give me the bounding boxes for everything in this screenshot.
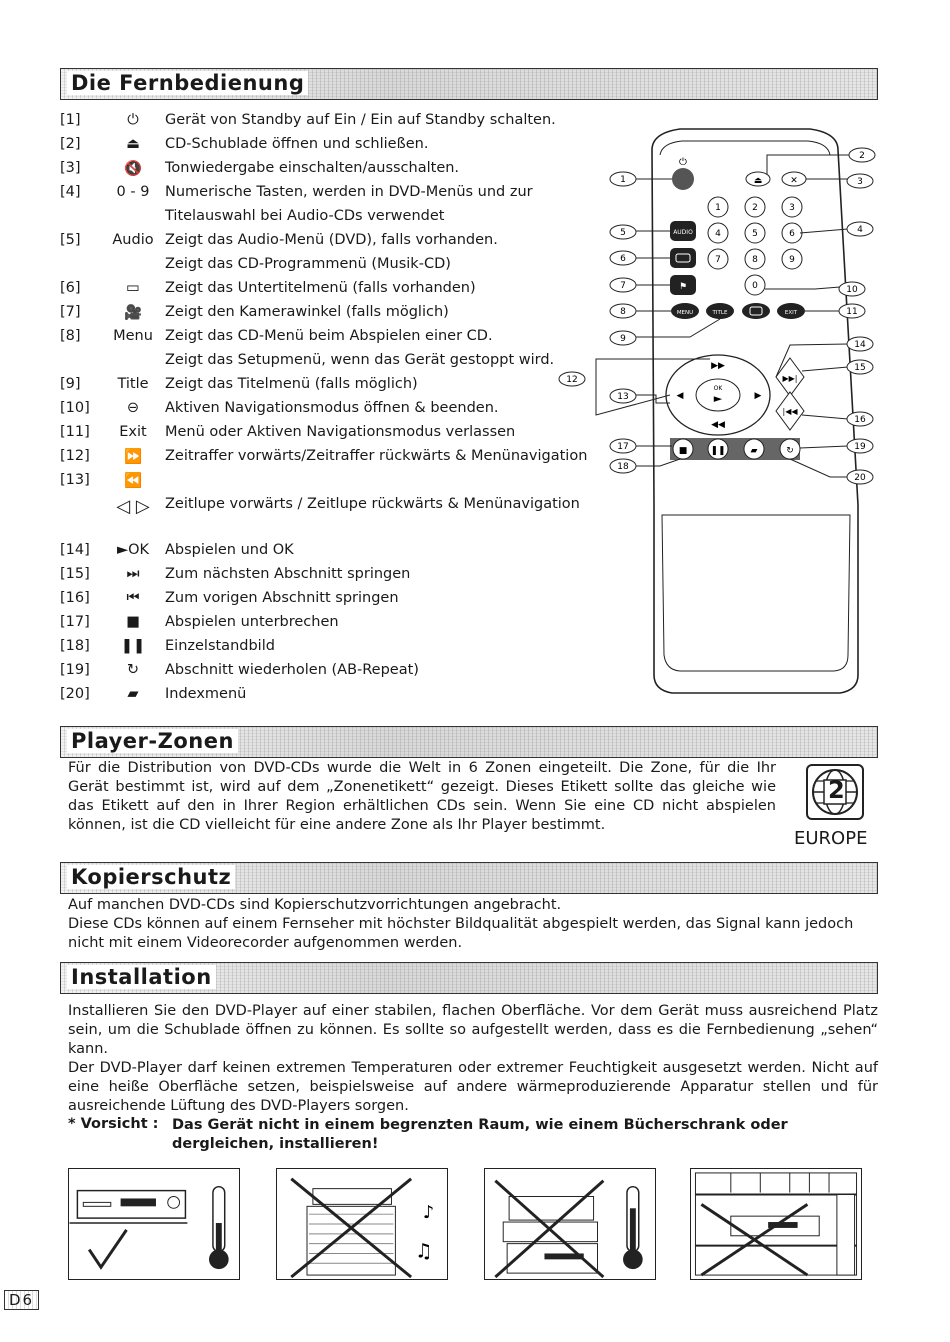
item-description: Indexmenü: [165, 686, 247, 702]
item-description: Zeitraffer vorwärts/Zeitraffer rückwärts & Menünavigation: [165, 448, 588, 464]
warning-label: * Vorsicht :: [68, 1116, 159, 1132]
copy-line-2: Diese CDs können auf einem Fernseher mit höchster Bildqualität abgespielt werden, das Signal kann jedoch nicht mit einem Videorecorder aufgenommen werden.: [68, 916, 854, 951]
install-paragraph-2: Der DVD-Player darf keinen extremen Temperaturen oder extremer Feuchtigkeit ausgesetzt werden. Nicht auf eine heiße Oberfläche setzen, beispielsweise auf andere wärmeproduzierende Apparatur stellen und für ausreichende Lüftung des DVD-Players sorgen.: [68, 1060, 878, 1114]
item-description: Einzelstandbild: [165, 638, 275, 654]
item-number: [6]: [60, 280, 81, 296]
callout-number: 13: [617, 392, 629, 402]
slow-motion-icon: ◁ ▷: [116, 496, 150, 517]
section-title: Player-Zonen: [67, 729, 238, 753]
section-header-install: [60, 962, 878, 994]
repeat-icon: ↻: [126, 662, 140, 678]
item-number: [9]: [60, 376, 81, 392]
callout-number: 4: [857, 225, 863, 235]
next-chapter-icon: ⏭: [126, 566, 140, 582]
item-description: Menü oder Aktiven Navigationsmodus verlassen: [165, 424, 516, 440]
install-paragraph-1: Installieren Sie den DVD-Player auf einer stabilen, flachen Oberfläche. Vor dem Gerät muss ausreichend Platz sein, um die Schublade öffnen zu können. Es sollte so aufgestellt werden, dass es die Fernbedienung „sehen“ kann.: [68, 1003, 878, 1057]
item-description: Numerische Tasten, werden in DVD-Menüs und zur: [165, 184, 533, 200]
svg-text:■: ■: [678, 446, 688, 456]
svg-text:❚❚: ❚❚: [710, 446, 726, 456]
zones-paragraph: Für die Distribution von DVD-CDs wurde die Welt in 6 Zonen eingeteilt. Die Zone, für die Ihr Gerät bestimmt ist, wird auf dem „Zonenetikett“ gezeigt. Dieses Etikett sollte das gleiche wie das Etikett auf den in Ihrer Region erhältlichen CDs sein. Wenn Sie eine CD nicht abspielen können, ist die CD vielleicht für eine andere Zone als Ihr Player bestimmt.: [68, 760, 776, 833]
key-label: Audio: [112, 232, 154, 248]
svg-text:▶▶|: ▶▶|: [782, 374, 798, 383]
remote-digit-label: 8: [752, 255, 758, 265]
key-label: Menu: [113, 328, 153, 344]
section-title: Kopierschutz: [67, 865, 235, 889]
section-title: Die Fernbedienung: [67, 71, 308, 95]
callout-number: 18: [617, 462, 629, 472]
svg-text:▶▶: ▶▶: [711, 361, 725, 371]
item-description: Abspielen und OK: [165, 542, 294, 558]
pause-icon: ❚❚: [120, 638, 146, 654]
remote-digit-label: 9: [789, 255, 795, 265]
remote-digit-label: 4: [715, 229, 721, 239]
svg-text:▶: ▶: [754, 391, 762, 401]
item-number: [8]: [60, 328, 81, 344]
svg-text:|◀◀: |◀◀: [782, 407, 798, 416]
item-description: Zum vorigen Abschnitt springen: [165, 590, 399, 606]
svg-text:►: ►: [713, 392, 723, 405]
placement-cabinet-illustration: [690, 1168, 862, 1280]
power-icon: ⏻: [127, 112, 139, 128]
callout-number: 7: [620, 281, 626, 291]
callout-number: 2: [859, 151, 865, 161]
item-description: Abspielen unterbrechen: [165, 614, 339, 630]
callout-number: 11: [846, 307, 858, 317]
item-number: [14]: [60, 542, 90, 558]
item-number: [15]: [60, 566, 90, 582]
callout-number: 9: [620, 334, 626, 344]
eject-icon: ⏏: [126, 136, 140, 152]
item-number: [4]: [60, 184, 81, 200]
copy-line-1: Auf manchen DVD-CDs sind Kopierschutzvorrichtungen angebracht.: [68, 897, 562, 913]
item-number: [19]: [60, 662, 90, 678]
item-number: [1]: [60, 112, 81, 128]
fast-forward-icon: ⏩: [123, 449, 143, 465]
callout-number: 3: [857, 177, 863, 187]
svg-text:◀: ◀: [676, 391, 684, 401]
svg-text:⏏: ⏏: [753, 176, 763, 186]
item-description: Tonwiedergabe einschalten/ausschalten.: [165, 160, 460, 176]
subtitle-icon: ▭: [126, 280, 140, 296]
callout-number: 6: [620, 254, 626, 264]
item-description-continued: Zeigt das CD-Programmenü (Musik-CD): [165, 256, 451, 272]
item-number: [12]: [60, 448, 90, 464]
key-label: Exit: [119, 424, 147, 440]
item-number: [7]: [60, 304, 81, 320]
svg-text:TITLE: TITLE: [712, 310, 728, 316]
play-ok-icon: ►OK: [116, 542, 150, 558]
placement-speaker-illustration: [276, 1168, 448, 1280]
rewind-icon: ⏪: [123, 473, 143, 489]
remote-digit-label: 1: [715, 203, 721, 213]
camera-angle-icon: 🎥: [123, 305, 143, 321]
item-number: [16]: [60, 590, 90, 606]
item-description: Zeigt den Kamerawinkel (falls möglich): [165, 304, 449, 320]
callout-number: 5: [620, 228, 626, 238]
region-badge: [806, 764, 864, 820]
remote-control-illustration: [566, 115, 890, 705]
item-description-continued: Zeigt das Setupmenü, wenn das Gerät gestoppt wird.: [165, 352, 555, 368]
section-header-zones: [60, 726, 878, 758]
remote-digit-label: 2: [752, 203, 758, 213]
callout-number: 17: [617, 442, 629, 452]
key-label: 0 - 9: [116, 184, 150, 200]
svg-text:⏻: ⏻: [679, 157, 687, 168]
stop-icon: ■: [126, 614, 140, 630]
svg-text:▰: ▰: [750, 446, 758, 456]
section-header-copy: [60, 862, 878, 894]
item-description: Gerät von Standby auf Ein / Ein auf Standby schalten.: [165, 112, 556, 128]
key-label: Title: [117, 376, 149, 392]
item-description: Zeigt das Audio-Menü (DVD), falls vorhanden.: [165, 232, 498, 248]
item-number: [20]: [60, 686, 90, 702]
item-number: [5]: [60, 232, 81, 248]
remote-digit-label: 6: [789, 229, 795, 239]
callout-number: 20: [854, 473, 866, 483]
callout-number: 10: [846, 285, 858, 295]
callout-number: 12: [566, 375, 578, 385]
item-description: Zum nächsten Abschnitt springen: [165, 566, 411, 582]
prev-chapter-icon: ⏮: [126, 590, 140, 606]
remote-power-button: [672, 168, 694, 190]
item-description: CD-Schublade öffnen und schließen.: [165, 136, 429, 152]
warning-text: Das Gerät nicht in einem begrenzten Raum, wie einem Bücherschrank oder dergleichen, installieren!: [172, 1117, 788, 1152]
page-number: D6: [4, 1290, 39, 1310]
svg-text:MENU: MENU: [676, 310, 694, 316]
remote-digit-label: 7: [715, 255, 721, 265]
item-number: [3]: [60, 160, 81, 176]
svg-text:AUDIO: AUDIO: [673, 229, 693, 236]
svg-text:♪: ♪: [422, 1203, 435, 1224]
index-menu-icon: ▰: [127, 686, 139, 702]
item-number: [11]: [60, 424, 90, 440]
item-description: Zeitlupe vorwärts / Zeitlupe rückwärts & Menünavigation: [165, 496, 580, 512]
item-number: [13]: [60, 472, 90, 488]
region-number: 2: [828, 776, 845, 804]
item-number: [10]: [60, 400, 90, 416]
placement-stack-illustration: [484, 1168, 656, 1280]
svg-text:↻: ↻: [786, 446, 794, 456]
item-number: [17]: [60, 614, 90, 630]
section-title: Installation: [67, 965, 216, 989]
callout-number: 14: [854, 340, 866, 350]
navigation-icon: ⊖: [126, 400, 140, 416]
svg-text:⚑: ⚑: [678, 282, 688, 292]
item-description: Aktiven Navigationsmodus öffnen & beenden.: [165, 400, 499, 416]
remote-digit-label: 0: [752, 281, 758, 291]
callout-number: 8: [620, 307, 626, 317]
section-header-remote: [60, 68, 878, 100]
item-number: [2]: [60, 136, 81, 152]
svg-text:✕: ✕: [790, 176, 798, 186]
callout-number: 19: [854, 442, 866, 452]
remote-digit-label: 3: [789, 203, 795, 213]
region-label: EUROPE: [794, 828, 868, 849]
mute-icon: 🔇: [123, 161, 143, 177]
placement-ok-illustration: [68, 1168, 240, 1280]
svg-text:♫: ♫: [415, 1239, 433, 1263]
svg-text:◀◀: ◀◀: [711, 420, 725, 430]
item-description-continued: Titelauswahl bei Audio-CDs verwendet: [165, 208, 445, 224]
item-description: Abschnitt wiederholen (AB-Repeat): [165, 662, 419, 678]
item-description: Zeigt das Titelmenü (falls möglich): [165, 376, 418, 392]
svg-text:EXIT: EXIT: [784, 310, 798, 316]
item-description: Zeigt das Untertitelmenü (falls vorhanden): [165, 280, 476, 296]
svg-text:OK: OK: [713, 385, 723, 392]
callout-number: 1: [620, 175, 626, 185]
callout-number: 15: [854, 363, 866, 373]
callout-number: 16: [854, 415, 866, 425]
item-number: [18]: [60, 638, 90, 654]
item-description: Zeigt das CD-Menü beim Abspielen einer CD.: [165, 328, 493, 344]
remote-digit-label: 5: [752, 229, 758, 239]
